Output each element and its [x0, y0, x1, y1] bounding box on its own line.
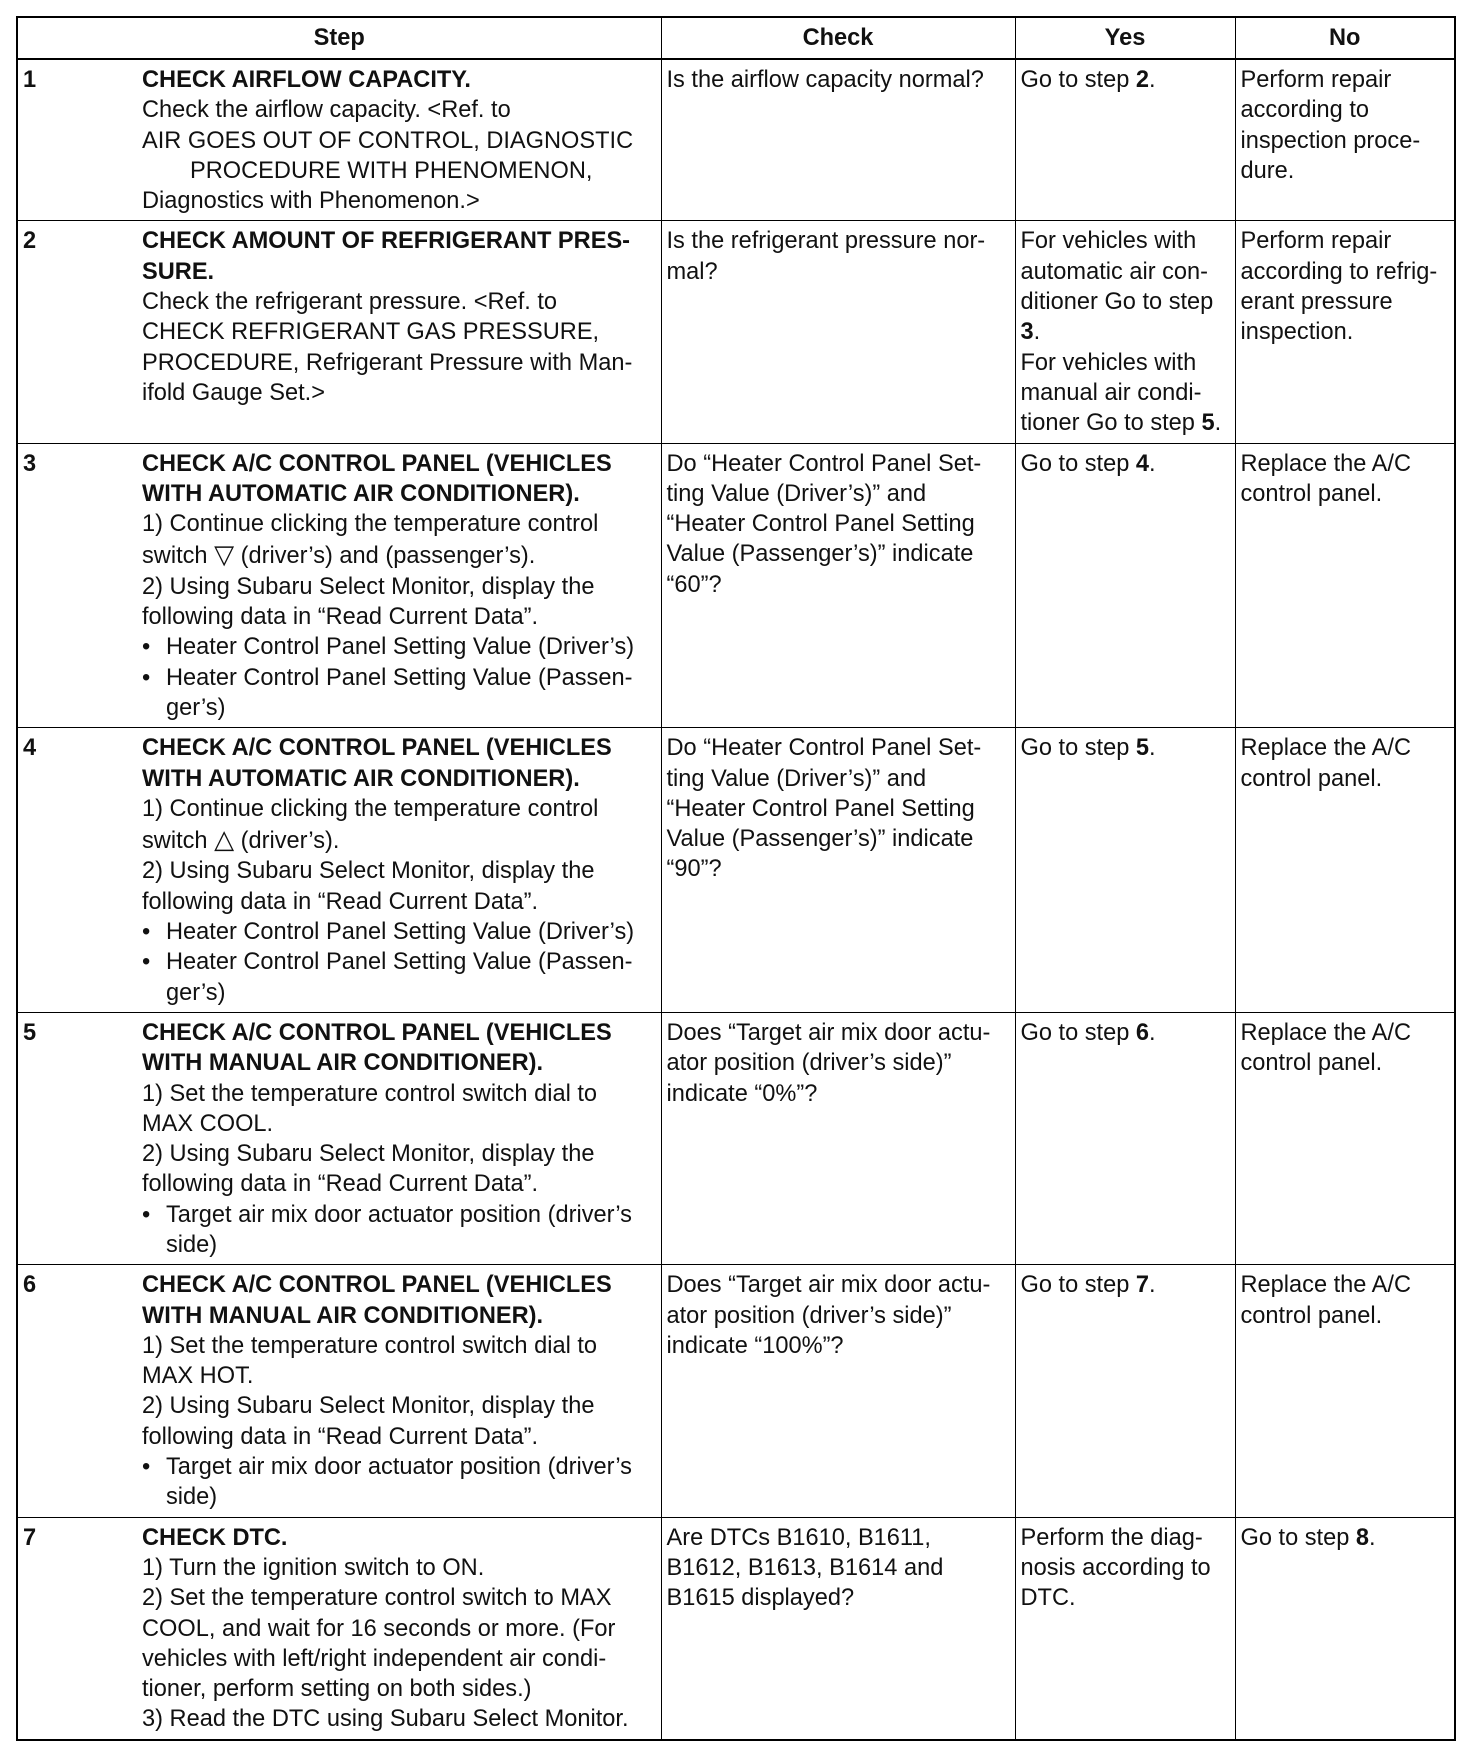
triangle-down-icon: ▽	[214, 539, 235, 570]
step-cell	[17, 443, 661, 728]
step-text: following data in “Read Current Data”.	[142, 1171, 539, 1198]
no-cell: Replace the A/C control panel.	[1235, 728, 1455, 1013]
yes-text-end: .	[1149, 450, 1156, 477]
header-check: Check	[661, 17, 1015, 59]
yes-cell	[1015, 59, 1235, 221]
bullet-icon: •	[142, 1201, 151, 1228]
step-text: 1) Turn the ignition switch to ON.	[142, 1554, 485, 1581]
step-number: 6	[23, 1272, 37, 1299]
header-step: Step	[17, 17, 661, 59]
no-text: Go to step	[1240, 1524, 1356, 1551]
check-cell: Does “Target air mix door actu-ator position (driver’s side)” indicate “0%”?	[661, 1012, 1015, 1264]
step-text-part: (driver’s) and (passenger’s).	[234, 543, 536, 570]
step-text: 1) Continue clicking the temperature control	[142, 795, 599, 822]
yes-text: For vehicles with manual air condi-tioner Go to step	[1020, 349, 1202, 437]
yes-text-end: .	[1149, 735, 1156, 762]
step-title: CHECK A/C CONTROL PANEL (VEHICLES	[142, 1272, 612, 1299]
no-cell: Perform repair according to inspection proce-dure.	[1235, 59, 1455, 221]
check-cell: Is the airflow capacity normal?	[661, 59, 1015, 221]
step-title: SURE.	[142, 258, 215, 285]
yes-text: Go to step	[1020, 735, 1136, 762]
bullet-icon: •	[142, 949, 151, 976]
check-cell: Do “Heater Control Panel Set-ting Value (Driver’s)” and “Heater Control Panel Setting Value (Passenger’s)” indicate “60”?	[661, 443, 1015, 728]
table-row	[17, 1265, 1455, 1517]
step-text: 2) Using Subaru Select Monitor, display the	[142, 858, 595, 885]
step-text-part: switch	[142, 543, 215, 570]
step-number: 7	[23, 1524, 37, 1551]
step-text: MAX HOT.	[142, 1363, 254, 1390]
no-cell: Replace the A/C control panel.	[1235, 1265, 1455, 1517]
yes-step-number: 6	[1135, 1019, 1150, 1046]
table-row	[17, 221, 1455, 443]
step-text: vehicles with left/right independent air condi-	[142, 1645, 607, 1672]
no-step-number: 8	[1355, 1524, 1370, 1551]
bullet-item	[142, 663, 657, 724]
step-text: following data in “Read Current Data”.	[142, 604, 539, 631]
yes-cell: Perform the diag-nosis according to DTC.	[1015, 1517, 1235, 1740]
step-text: 2) Using Subaru Select Monitor, display the	[142, 1393, 595, 1420]
step-title: CHECK DTC.	[142, 1524, 288, 1551]
bullet-item	[142, 947, 657, 1008]
step-text: 1) Set the temperature control switch dial to	[142, 1332, 598, 1359]
step-number: 3	[23, 450, 37, 477]
yes-text: For vehicles with automatic air con-ditioner Go to step	[1020, 228, 1214, 316]
step-text: CHECK REFRIGERANT GAS PRESSURE,	[142, 319, 600, 346]
step-cell	[17, 221, 661, 443]
step-cell	[17, 1265, 661, 1517]
step-cell	[17, 1012, 661, 1264]
table-row	[17, 443, 1455, 728]
yes-text: Go to step	[1020, 1019, 1136, 1046]
bullet-text: Target air mix door actuator position (driver’s side)	[166, 1454, 632, 1511]
step-text: 2) Set the temperature control switch to MAX	[142, 1585, 612, 1612]
step-text-part: switch	[142, 828, 215, 855]
yes-text-end: .	[1149, 67, 1156, 93]
triangle-up-icon: △	[214, 824, 235, 855]
bullet-item	[142, 1200, 657, 1261]
no-text-end: .	[1369, 1524, 1376, 1551]
yes-text-end: .	[1149, 1019, 1156, 1046]
yes-cell	[1015, 728, 1235, 1013]
check-cell: Is the refrigerant pressure nor-mal?	[661, 221, 1015, 443]
check-cell: Does “Target air mix door actu-ator position (driver’s side)” indicate “100%”?	[661, 1265, 1015, 1517]
step-text: MAX COOL.	[142, 1110, 274, 1137]
yes-step-number: 3	[1020, 319, 1034, 346]
step-title: WITH MANUAL AIR CONDITIONER).	[142, 1302, 544, 1329]
step-text: PROCEDURE, Refrigerant Pressure with Man-	[142, 349, 633, 376]
step-number: 2	[23, 228, 37, 255]
step-title: CHECK A/C CONTROL PANEL (VEHICLES	[142, 735, 612, 762]
bullet-text: Heater Control Panel Setting Value (Driver’s)	[166, 919, 635, 946]
step-title: CHECK AMOUNT OF REFRIGERANT PRES-	[142, 228, 631, 255]
step-text: 3) Read the DTC using Subaru Select Monitor.	[142, 1706, 629, 1733]
header-yes: Yes	[1015, 17, 1235, 59]
table-row	[17, 1517, 1455, 1740]
bullet-item	[142, 1452, 657, 1513]
yes-step-number: 7	[1135, 1272, 1150, 1299]
step-text: following data in “Read Current Data”.	[142, 1423, 539, 1450]
step-text: PROCEDURE WITH PHENOMENON,	[190, 157, 593, 184]
step-cell	[17, 1517, 661, 1740]
yes-step-number: 2	[1135, 67, 1150, 93]
yes-text-end: .	[1149, 1272, 1156, 1299]
yes-cell	[1015, 221, 1235, 443]
step-number: 1	[23, 67, 37, 93]
step-title: WITH AUTOMATIC AIR CONDITIONER).	[142, 765, 580, 792]
step-text: Check the refrigerant pressure. <Ref. to	[142, 289, 558, 316]
step-title: WITH AUTOMATIC AIR CONDITIONER).	[142, 480, 580, 507]
table-row	[17, 1012, 1455, 1264]
yes-step-number: 4	[1135, 450, 1150, 477]
yes-cell	[1015, 1265, 1235, 1517]
yes-text-end: .	[1214, 410, 1222, 437]
step-cell	[17, 59, 661, 221]
no-cell	[1235, 1517, 1455, 1740]
bullet-item	[142, 917, 657, 947]
bullet-text: Heater Control Panel Setting Value (Driver’s)	[166, 634, 635, 661]
step-text: Diagnostics with Phenomenon.>	[142, 188, 480, 215]
step-text-part: (driver’s).	[234, 828, 340, 855]
bullet-icon: •	[142, 1454, 151, 1481]
step-text: COOL, and wait for 16 seconds or more. (For	[142, 1615, 616, 1642]
table-row	[17, 59, 1455, 221]
yes-text: Go to step	[1020, 1272, 1136, 1299]
no-cell: Replace the A/C control panel.	[1235, 1012, 1455, 1264]
bullet-item	[142, 632, 657, 662]
yes-text: Go to step	[1020, 67, 1136, 93]
header-row	[17, 17, 1455, 59]
step-text	[142, 824, 657, 856]
step-text: Check the airflow capacity. <Ref. to	[142, 97, 511, 124]
yes-step-number: 5	[1201, 410, 1215, 437]
step-text: ifold Gauge Set.>	[142, 379, 325, 406]
step-text: AIR GOES OUT OF CONTROL, DIAGNOSTIC	[142, 127, 634, 154]
step-cell	[17, 728, 661, 1013]
step-title: CHECK AIRFLOW CAPACITY.	[142, 67, 471, 93]
step-text: 2) Using Subaru Select Monitor, display the	[142, 1141, 595, 1168]
step-number: 5	[23, 1019, 37, 1046]
diagnostic-procedure-table	[16, 16, 1456, 1741]
yes-cell	[1015, 443, 1235, 728]
bullet-text: Target air mix door actuator position (driver’s side)	[166, 1201, 632, 1258]
step-number: 4	[23, 735, 37, 762]
table-row	[17, 728, 1455, 1013]
step-text: 1) Continue clicking the temperature control	[142, 511, 599, 538]
yes-step-number: 5	[1135, 735, 1150, 762]
bullet-icon: •	[142, 634, 151, 661]
check-cell: Are DTCs B1610, B1611, B1612, B1613, B1614 and B1615 displayed?	[661, 1517, 1015, 1740]
no-cell: Replace the A/C control panel.	[1235, 443, 1455, 728]
yes-cell	[1015, 1012, 1235, 1264]
bullet-text: Heater Control Panel Setting Value (Passen-ger’s)	[166, 664, 633, 721]
step-text: tioner, perform setting on both sides.)	[142, 1676, 532, 1703]
step-title: CHECK A/C CONTROL PANEL (VEHICLES	[142, 1019, 612, 1046]
step-text	[142, 539, 657, 571]
no-cell: Perform repair according to refrig-erant pressure inspection.	[1235, 221, 1455, 443]
step-text: 2) Using Subaru Select Monitor, display the	[142, 573, 595, 600]
header-no: No	[1235, 17, 1455, 59]
bullet-icon: •	[142, 919, 151, 946]
bullet-icon: •	[142, 664, 151, 691]
step-text: following data in “Read Current Data”.	[142, 888, 539, 915]
yes-text-end: .	[1033, 319, 1041, 346]
step-title: WITH MANUAL AIR CONDITIONER).	[142, 1050, 544, 1077]
step-title: CHECK A/C CONTROL PANEL (VEHICLES	[142, 450, 612, 477]
bullet-text: Heater Control Panel Setting Value (Passen-ger’s)	[166, 949, 633, 1006]
step-text: 1) Set the temperature control switch dial to	[142, 1080, 598, 1107]
yes-text: Go to step	[1020, 450, 1136, 477]
check-cell: Do “Heater Control Panel Set-ting Value (Driver’s)” and “Heater Control Panel Setting Value (Passenger’s)” indicate “90”?	[661, 728, 1015, 1013]
